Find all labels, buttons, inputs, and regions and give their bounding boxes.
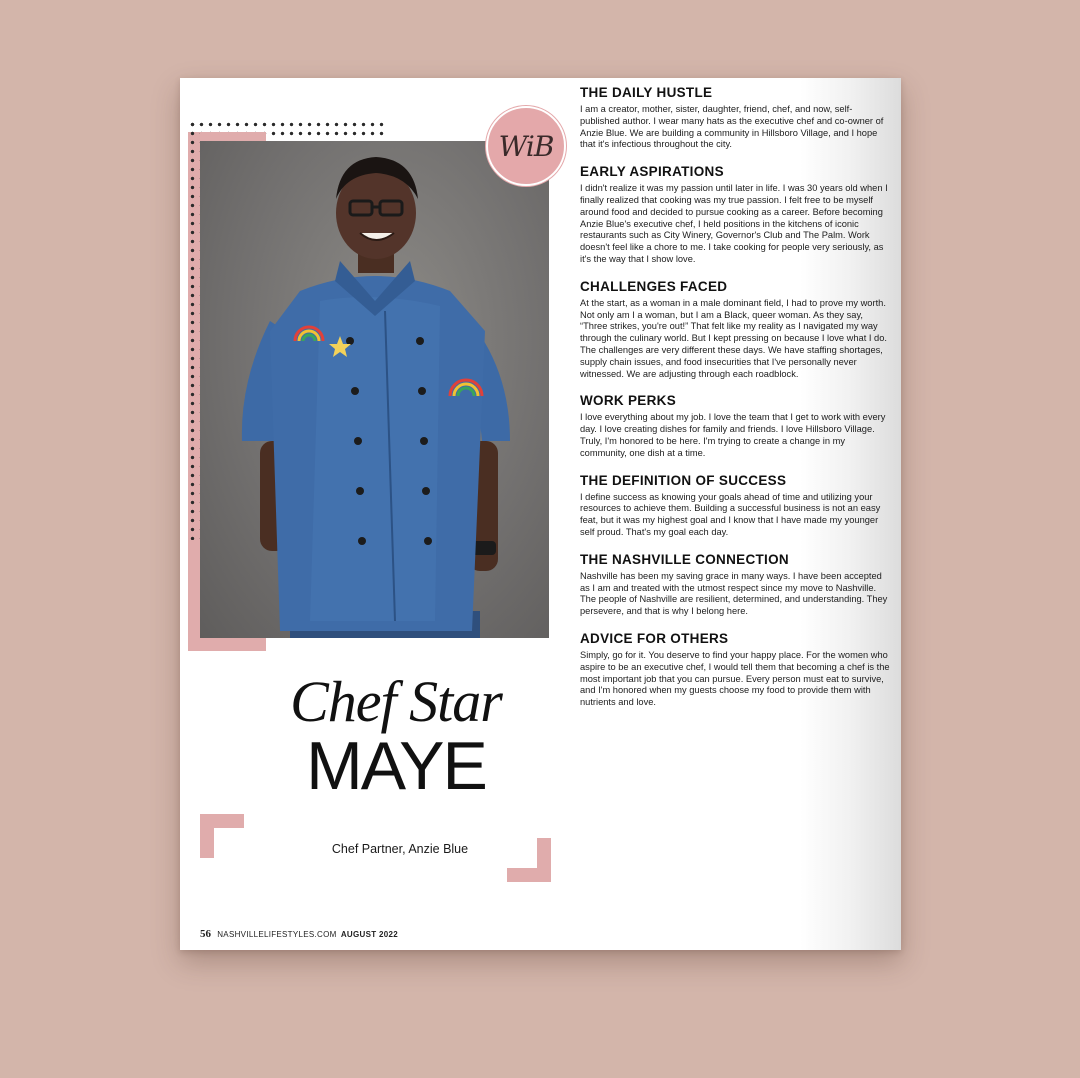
section-early-aspirations [580, 163, 892, 266]
section-heading: THE DEFINITION OF SUCCESS [580, 472, 787, 488]
section-challenges-faced [580, 278, 892, 381]
page-number: 56 [200, 928, 211, 940]
section-heading: CHALLENGES FACED [580, 278, 728, 294]
section-heading: THE NASHVILLE CONNECTION [580, 551, 789, 567]
section-daily-hustle [580, 84, 892, 151]
footer-date: AUGUST 2022 [340, 930, 398, 939]
section-definition-of-success [580, 472, 892, 539]
section-body: I didn't realize it was my passion until later in life. I was 30 years old when I finally realized that cooking was my true passion. I felt free to be myself around food and decided to pursue cooking as a career. Before becoming Anzie Blue's executive chef, I held positions in the kitchens of iconic restaurants such as City Winery, Governor's Club and The Palm. Work doesn't feel like a chore to me. I take cooking for people very seriously, as it's the way that I show love. [580, 183, 888, 264]
profile-subtitle: Chef Partner, Anzie Blue [331, 842, 469, 856]
page-footer [200, 928, 398, 940]
wib-badge-text: WiB [498, 129, 554, 163]
section-heading: ADVICE FOR OTHERS [580, 630, 729, 646]
footer-site: NASHVILLELIFESTYLES.COM [217, 930, 337, 939]
section-body: At the start, as a woman in a male dominant field, I had to prove my worth. Not only am I a woman, but I am a Black, queer woman. As they say, “Three strikes, you're out!” That felt like my reality as I navigated my way through the culinary world. But I kept pressing on because I love what I do. The challenges are very different these days. We have staffing shortages, supply chain issues, and food insecurities that I've personally never witnessed. We are adjusting through each roadblock. [580, 297, 887, 379]
interview-column [580, 84, 892, 721]
section-heading: THE DAILY HUSTLE [580, 85, 713, 100]
section-body: I am a creator, mother, sister, daughter, friend, chef, and now, self-published author. I wear many hats as the executive chef and co-owner of Anzie Blue. We are building a community in Hillsboro Village, and I hope that it's infectious throughout the city. [580, 104, 884, 150]
corner-bracket-bottom-left [200, 814, 244, 858]
section-body: Nashville has been my saving grace in many ways. I have been accepted as I am and treated with the utmost respect since my move to Nashville. The people of Nashville are resilient, determined, and understanding. They persevere, and that is why I belong here. [580, 570, 888, 617]
chef-illustration [200, 141, 549, 638]
section-body: I define success as knowing your goals ahead of time and utilizing your resources to achieve them. Building a successful business is not an easy feat, but it was my highest goal and I know that I have made my younger self proud. That's my goal each day. [580, 491, 881, 537]
section-body: I love everything about my job. I love the team that I get to work with every day. I love creating dishes for family and friends. I love Hillsboro Village. Truly, I'm honored to be here. I'm trying to create a change in my community, one dish at a time. [580, 412, 886, 458]
section-body: Simply, go for it. You deserve to find your happy place. For the women who aspire to be an executive chef, I would tell them that becoming a chef is the most important job that you can pursue. Every person must eat to survive, and I'm honored when my guests choose my food to provide them with nutrients and love. [580, 649, 890, 708]
dot-pattern-left [188, 120, 200, 540]
section-heading: EARLY ASPIRATIONS [580, 164, 724, 180]
section-heading: WORK PERKS [580, 393, 677, 409]
section-nashville-connection [580, 551, 892, 618]
section-work-perks [580, 392, 892, 459]
wib-badge [486, 106, 566, 186]
magazine-page [180, 78, 901, 950]
section-advice-for-others [580, 630, 892, 709]
profile-name-caps: MAYE [306, 728, 486, 804]
chef-portrait-photo [200, 141, 549, 638]
profile-name-script: Chef Star [290, 669, 502, 734]
